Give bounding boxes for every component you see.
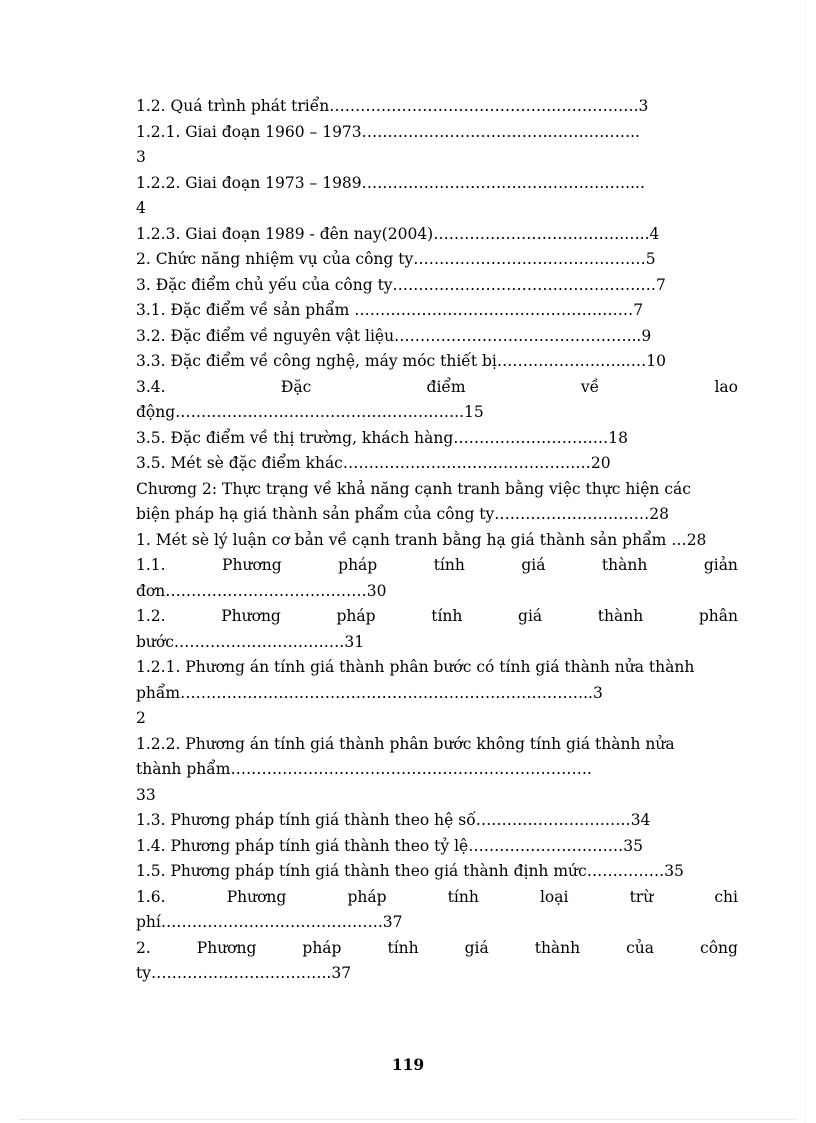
toc-line	[136, 553, 738, 579]
toc-line: 2	[136, 709, 146, 727]
toc-word: trừ	[629, 887, 654, 906]
toc-word: tính	[431, 607, 463, 625]
toc-line	[136, 375, 738, 401]
toc-word: về	[580, 377, 600, 396]
toc-word: tính	[433, 556, 465, 574]
toc-line: 1.3. Phương pháp tính giá thành theo hệ số…………………………34	[136, 811, 651, 829]
toc-line: Chương 2: Thực trạng về khả năng cạnh tranh bằng việc thực hiện các	[136, 479, 691, 498]
toc-line: 1.2.2. Giai đoạn 1973 – 1989……………………………………………....	[136, 173, 645, 192]
page-side-border	[805, 0, 806, 1123]
toc-word: của	[626, 938, 655, 957]
toc-line: phí…………………………………….37	[136, 913, 403, 931]
toc-line: 3.5. Đặc điểm về thị trường, khách hàng…………………………18	[136, 428, 628, 447]
toc-line: 3. Đặc điểm chủ yếu của công ty……………………………………………7	[136, 275, 666, 294]
toc-word: phân	[698, 607, 738, 625]
toc-line: 1.2.2. Phương án tính giá thành phân bước không tính giá thành nửa	[136, 734, 675, 753]
toc-word: 3.4.	[136, 377, 166, 396]
toc-line	[136, 604, 738, 630]
toc-line: 3.1. Đặc điểm về sản phẩm ………………………………………………7	[136, 301, 644, 319]
toc-line: 3.5. Mét sè đặc điểm khác…………………………………………20	[136, 454, 611, 472]
toc-line: đơn…………………………………30	[136, 581, 387, 600]
toc-word: 1.1.	[136, 556, 166, 574]
toc-line: 1.2.3. Giai đoạn 1989 - đên nay(2004)……………………………….…..4	[136, 224, 660, 243]
toc-word: loại	[539, 887, 569, 906]
toc-word: giá	[518, 607, 543, 625]
toc-word: pháp	[338, 556, 378, 574]
toc-line	[136, 885, 738, 911]
toc-word: Phương	[222, 556, 282, 574]
toc-line	[136, 936, 738, 962]
toc-line: 33	[136, 785, 156, 804]
toc-word: thành	[534, 938, 581, 957]
table-of-contents	[136, 94, 738, 987]
toc-word: lao	[714, 377, 738, 396]
toc-line: 3	[136, 148, 146, 166]
toc-word: pháp	[347, 887, 387, 906]
toc-line: bước……………………………31	[136, 632, 365, 651]
toc-word: pháp	[302, 938, 342, 957]
toc-line: 1.4. Phương pháp tính giá thành theo tỷ lệ…………………………35	[136, 836, 643, 855]
toc-word: thành	[597, 607, 644, 625]
toc-word: pháp	[336, 607, 376, 625]
toc-word: công	[700, 938, 738, 957]
toc-word: tính	[387, 938, 419, 957]
toc-line: 1.2.1. Phương án tính giá thành phân bước có tính giá thành nửa thành	[136, 658, 695, 676]
toc-line: ty……………………………..37	[136, 964, 352, 982]
toc-word: 1.6.	[136, 887, 166, 906]
toc-word: thành	[601, 556, 648, 574]
toc-line: 2. Chức năng nhiệm vụ của công ty………………………………………5	[136, 250, 656, 268]
toc-line: 4	[136, 199, 146, 217]
toc-line: 1.5. Phương pháp tính giá thành theo giá thành định mức……………35	[136, 862, 684, 880]
toc-line: 1.2.1. Giai đoạn 1960 – 1973……………………………….……………..	[136, 122, 640, 141]
toc-line: biện pháp hạ giá thành sản phẩm của công ty…………………………28	[136, 505, 670, 523]
toc-word: Phương	[221, 607, 281, 625]
page-number: 119	[391, 1055, 425, 1074]
toc-word: điểm	[426, 377, 466, 396]
toc-line: 3.3. Đặc điểm về công nghệ, máy móc thiết bị……………………..…10	[136, 352, 666, 370]
toc-word: giá	[464, 938, 489, 957]
toc-line: phẩm……………………………………………………………………..3	[136, 683, 603, 702]
toc-word: Phương	[196, 938, 257, 957]
toc-line: 3.2. Đặc điểm về nguyên vật liệu………………………………………...9	[136, 326, 652, 345]
toc-word: Đặc	[280, 377, 312, 396]
toc-line: thành phẩm…………………………………………………………….	[136, 760, 592, 778]
toc-word: 1.2.	[136, 607, 166, 625]
toc-line: động………………………………………………..15	[136, 403, 484, 421]
toc-word: 2.	[136, 938, 151, 957]
toc-line: 1. Mét sè lý luận cơ bản về cạnh tranh bằng hạ giá thành sản phẩm …28	[136, 530, 707, 549]
toc-word: tính	[447, 887, 479, 906]
toc-line: 1.2. Quá trình phát triển……………………………………..…………….3	[136, 97, 649, 115]
toc-word: chi	[714, 887, 738, 906]
page-bottom-border	[20, 1119, 796, 1120]
toc-word: giản	[703, 556, 738, 574]
toc-word: Phương	[226, 887, 287, 906]
toc-word: giá	[521, 556, 546, 574]
